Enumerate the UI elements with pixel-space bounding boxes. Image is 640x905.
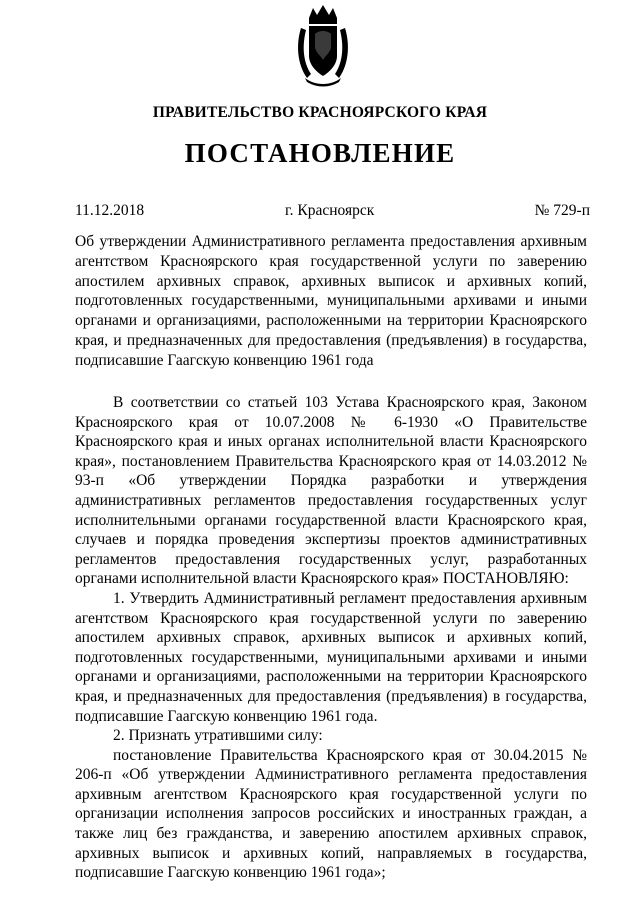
document-date: 11.12.2018 <box>75 202 145 219</box>
document-body <box>75 393 587 883</box>
government-name: ПРАВИТЕЛЬСТВО КРАСНОЯРСКОГО КРАЯ <box>152 104 488 121</box>
document-city: г. Красноярск <box>285 202 375 219</box>
document-type-title: ПОСТАНОВЛЕНИЕ <box>184 138 456 168</box>
document-number: № 729-п <box>534 202 590 219</box>
preamble-paragraph: В соответствии со статьей 103 Устава Красноярского края, Законом Красноярского края от 10.07.2008 № 6-1930 «О Правительстве Красноярского края и иных органах исполнительной власти Красноярского края», постановлением Правительства Красноярского края от 14.03.2012 № 93-п «Об утверждении Порядка разработки и утверждения административных регламентов предоставления государственных услуг исполнительными органами государственной власти Красноярского края, случаев и порядка проведения экспертизы проектов административных регламентов предоставления государственных услуг, разработанных органами исполнительной власти Красноярского края» ПОСТАНОВЛЯЮ: <box>75 394 587 588</box>
item-1-paragraph: 1. Утвердить Административный регламент предоставления архивным агентством Красноярского края государственной услуги по заверению апостилем архивных справок, архивных выписок и архивных копий, подготовленных государственными, муниципальными архивами и иными органами и организациями, расположенными на территории Красноярского края, и предназначенных для предоставления (предъявления) в государства, подписавшие Гаагскую конвенцию 1961 года. <box>75 589 587 725</box>
document-subject: Об утверждении Административного регламента предоставления архивным агентством Красноярского края государственной услуги по заверению апостилем архивных справок, архивных выписок и архивных копий, подготовленных государственными, муниципальными архивами и иными органами и организациями, расположенными на территории Красноярского края, и предназначенных для предоставления (предъявления) в государства, подписавшие Гаагскую конвенцию 1961 года <box>75 233 587 369</box>
coat-of-arms-icon <box>295 4 351 88</box>
item-2-paragraph: 2. Признать утратившими силу: <box>113 727 323 745</box>
item-2-sub-paragraph: постановление Правительства Красноярского края от 30.04.2015 № 206-п «Об утверждении Административного регламента предоставления архивным агентством Красноярского края государственной услуги по организации исполнения запросов российских и иностранных граждан, а также лиц без гражданства, и заверению апостилем архивных справок, архивных выписок и архивных копий, направляемых в государства, подписавшие Гаагскую конвенцию 1961 года»; <box>75 746 587 882</box>
